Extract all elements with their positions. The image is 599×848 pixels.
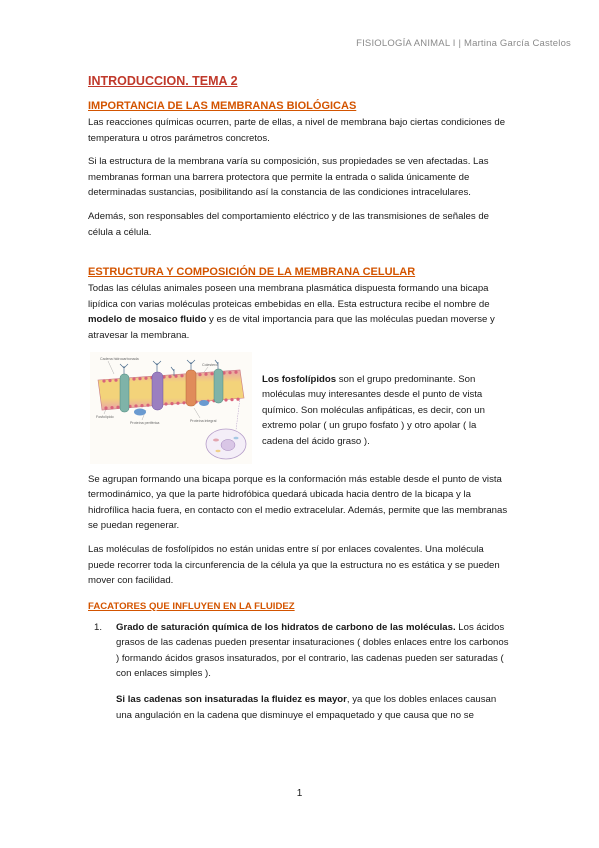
document-title: INTRODUCCION. TEMA 2: [88, 74, 238, 88]
text-run: Los ácidos grasos de las cadenas pueden presentar insaturaciones ( dobles enlaces entre los carbonos ) formando ácidos grasos insaturados, por el contrario, las cadenas pueden ser saturadas ( con enlaces simples ).: [116, 621, 509, 680]
list-item-body: [116, 620, 510, 734]
membrane-illustration: [90, 352, 252, 464]
figure-label: Proteína periférica: [130, 420, 160, 425]
text-run: y es de vital importancia para que las moléculas puedan moverse y atravesar la membrana.: [88, 314, 495, 341]
section-heading-fluidez: FACATORES QUE INFLUYEN EN LA FLUIDEZ: [88, 600, 295, 612]
paragraph: [116, 692, 510, 723]
list-number: 1.: [94, 621, 103, 633]
paragraph: Además, son responsables del comportamiento eléctrico y de las transmisiones de señales de célula a célula.: [88, 210, 490, 238]
figure-label: Colesterol: [202, 362, 219, 367]
paragraph: Las reacciones químicas ocurren, parte de ellas, a nivel de membrana bajo ciertas condiciones de temperatura u otros parámetros concretos.: [88, 117, 506, 144]
paragraph-fosfolipidos: [262, 372, 508, 450]
figure-row: [88, 352, 510, 464]
bold-term: Grado de saturación química de los hidratos de carbono de las moléculas.: [116, 621, 456, 633]
figure-label: Cadena hidrocarbonada: [100, 356, 139, 361]
membrane-diagram-image: [90, 352, 252, 464]
paragraph: Las moléculas de fosfolípidos no están unidas entre sí por enlaces covalentes. Una molécula puede recorrer toda la circunferencia de la célula ya que la estructura no es estática y se pueden mover con facilidad.: [88, 543, 500, 587]
list-item: [88, 620, 510, 734]
bold-term: Si las cadenas son insaturadas la fluidez es mayor: [116, 694, 347, 706]
page-number: 1: [296, 788, 303, 799]
bold-term: Los fosfolípidos: [262, 373, 337, 385]
bold-term: modelo de mosaico fluido: [88, 314, 207, 326]
numbered-list: [88, 620, 510, 734]
paragraph: Si la estructura de la membrana varía su composición, sus propiedades se ven afectadas. Las membranas forman una barrera protectora que permite la entrada o salida únicamente de determinadas sustancias, posibilitando así la constancia de las condiciones intracelulares.: [88, 156, 489, 199]
figure-label: Fosfolípido: [96, 414, 114, 419]
section-heading-importancia: IMPORTANCIA DE LAS MEMBRANAS BIOLÓGICAS: [88, 100, 357, 112]
text-run: , ya que los dobles enlaces causan una angulación en la cadena que disminuye el empaquetado y que causa que no se: [116, 694, 497, 721]
text-run: Todas las células animales poseen una membrana plasmática dispuesta formando una bicapa lipídica con varias moléculas proteicas embebidas en ella. Esta estructura recibe el nombre de: [88, 283, 490, 310]
paragraph-mosaico: [88, 281, 510, 343]
figure-label: Proteína integral: [190, 418, 217, 423]
paragraph: [116, 620, 510, 682]
running-header: FISIOLOGÍA ANIMAL I | Martina García Castelos: [356, 38, 571, 49]
page-content: [88, 74, 510, 733]
paragraph: Se agrupan formando una bicapa porque es la conformación más estable desde el punto de vista termodinámico, ya que la parte hidrofóbica quedará ubicada hacia dentro de la bicapa y la hidrofílica hacia fuera, en contacto con el medio extracelular. Además, permite que las membranas se puedan regenerar.: [88, 473, 508, 532]
section-heading-estructura: ESTRUCTURA Y COMPOSICIÓN DE LA MEMBRANA CELULAR: [88, 266, 416, 279]
text-run: son el grupo predominante. Son moléculas muy interesantes desde el punto de vista químico. Son moléculas anfipáticas, es decir, con un extremo polar ( un grupo fosfato ) y otro apolar ( la cadena del ácido graso ).: [262, 373, 485, 447]
spacer: [88, 248, 510, 266]
